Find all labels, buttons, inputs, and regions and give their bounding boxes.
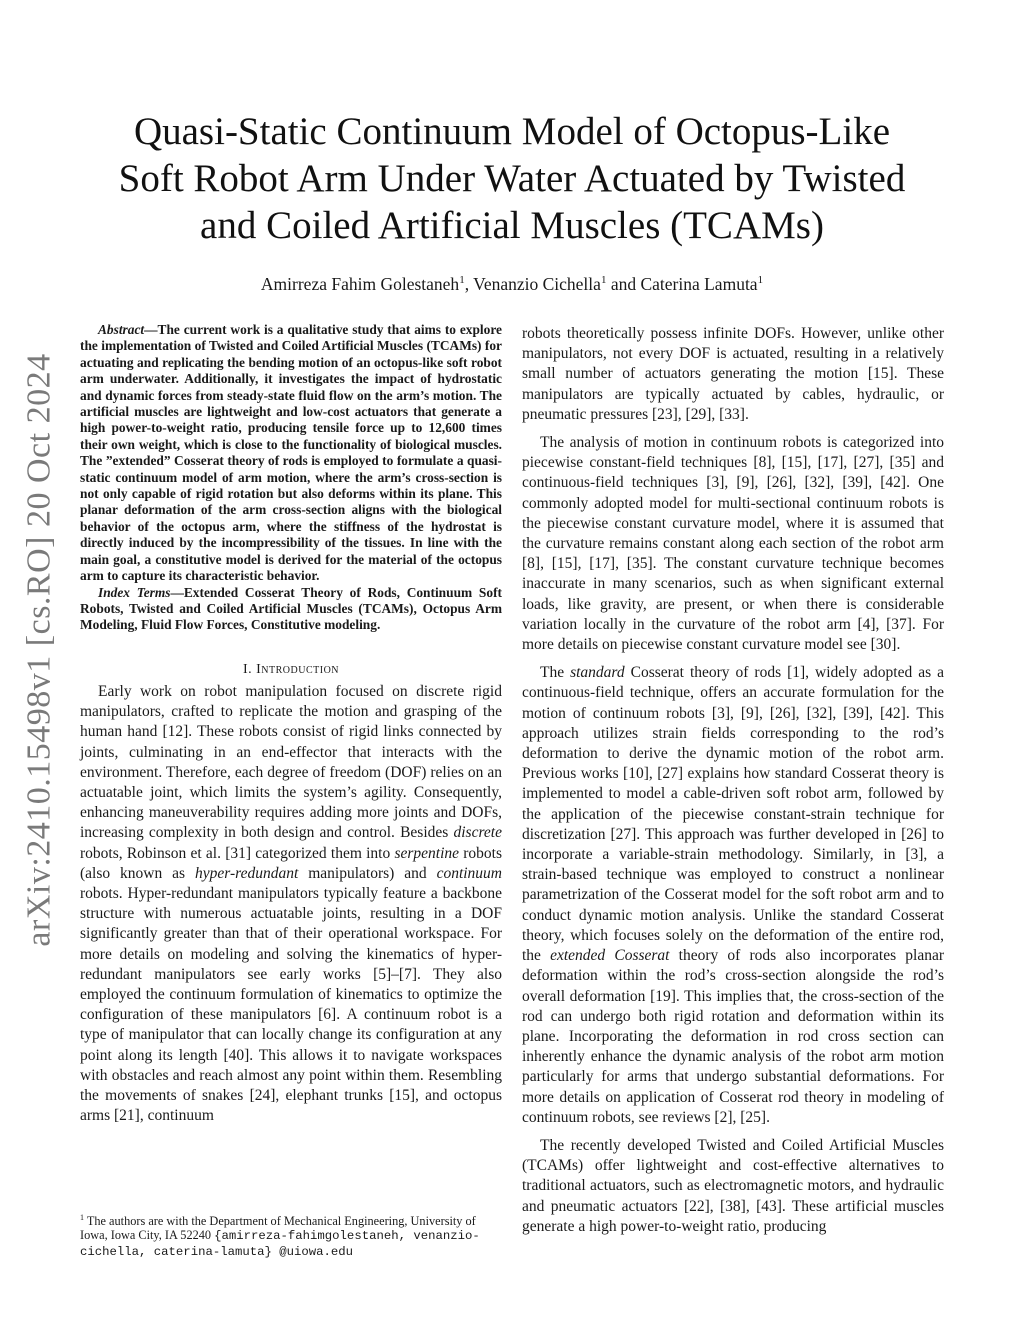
abstract (80, 322, 502, 585)
author-2-affiliation-mark: 1 (600, 274, 607, 286)
title-line-1: Quasi-Static Continuum Model of Octopus-Like (133, 110, 891, 153)
affiliation-footnote (80, 1211, 502, 1259)
footnote-text: The authors are with the Department of Mechanical Engineering, University of Iowa, Iowa City, IA 52240 (80, 1214, 476, 1243)
paper-title (60, 108, 964, 249)
author-3: Caterina Lamuta (640, 273, 758, 294)
paragraph-text: theory of rods also incorporates planar deformation within the rod’s cross-section alongside the rod’s overall deformation [19]. This implies that, the cross-section of the rod can undergo both rigid rotation and deformation within its plane. Incorporating the deformation in rod cross section can inherently enhance the dynamic analysis of the robot arm motion particularly for arms that undergo substantial deformations. For more details on application of Cosserat rod theory in modeling of continuum robots, see reviews [2], [25]. (522, 947, 944, 1126)
section-heading-introduction (80, 660, 502, 680)
author-separator-and: and (606, 273, 641, 294)
intro-text: robots, Robinson et al. [31] categorized them into (80, 844, 395, 862)
arxiv-identifier-stamp (20, 350, 60, 950)
abstract-label: Abstract (98, 322, 145, 337)
intro-emphasis: hyper-redundant (195, 864, 299, 882)
section-numeral: I. (242, 661, 257, 677)
intro-text: manipulators) and (298, 864, 437, 882)
right-paragraph-1: robots theoretically possess infinite DOFs. However, unlike other manipulators, not every DOF is actuated, resulting in a relatively small number of actuators generating the motion [15]. These manipulators are typically actuated by cables, hydraulic, or pneumatic pressures [23], [29], [33]. (522, 325, 944, 423)
paragraph-text: The (540, 664, 571, 682)
title-line-2: Soft Robot Arm Under Water Actuated by Twisted (118, 157, 906, 200)
intro-text: robots (also known as (80, 844, 503, 882)
left-column (80, 322, 502, 1126)
author-emails: {amirreza-fahimgolestaneh, venanzio-cichella, caterina-lamuta} @uiowa.edu (80, 1229, 480, 1259)
title-line-3: and Coiled Artificial Muscles (TCAMs) (200, 204, 824, 247)
intro-paragraph-1 (80, 682, 502, 1126)
right-paragraph-3 (522, 663, 944, 1128)
index-terms-label: Index Terms (98, 584, 171, 600)
intro-text: Early work on robot manipulation focused on discrete rigid manipulators, crafted to replicate the motion and grasping of the human hand [12]. These robots consist of rigid links connected by joints, culminating in an end-effector that interacts with the environment. Therefore, each degree of freedom (DOF) relies on an actuatable joint, which limits the system’s agility. Consequently, enhancing maneuverability requires adding more joints and DOFs, increasing complexity in both design and control. Besides (80, 682, 502, 842)
paragraph-text: Cosserat theory of rods [1], widely adopted as a continuous-field technique, offers an accurate formulation for the motion of continuum robots [3], [9], [26], [32], [39], [42]. This approach utilizes strain fields corresponding to the rod’s deformation to derive the dynamic motion of the robot arm. Previous works [10], [27] explains how standard Cosserat theory is implemented to model a cable-driven soft robot arm, followed by the application of the piecewise constant-strain technique for discretization [27]. This approach was further developed in [26] to incorporate a variable-strain methodology. Similarly, in [3], a strain-based technique was employed to construct a nonlinear parametrization of the Cosserat model for the soft robot arm and to conduct dynamic motion analysis. Unlike the standard Cosserat theory, which focuses solely on the deformation of the entire rod, the (522, 664, 944, 965)
index-terms-text: —Extended Cosserat Theory of Rods, Continuum Soft Robots, Twisted and Coiled Artificial Muscles (TCAMs), Octopus Arm Modeling, Fluid Flow Forces, Constitutive modeling. (80, 584, 502, 633)
abstract-text: —The current work is a qualitative study that aims to explore the implementation of Twisted and Coiled Artificial Muscles (TCAMs) for actuating and replicating the bending motion of an octopus-like soft robot arm underwater. Additionally, it investigates the impact of hydrostatic and dynamic forces from steady-state fluid flow on the arm’s motion. The artificial muscles are lightweight and low-cost actuators that generate a high power-to-weight ratio, producing tensile force up to 12,600 times their own weight, which is close to the functionality of biological muscles. The ”extended” Cosserat theory of rods is employed to formulate a quasi-static continuum model of arm motion, where the arm’s cross-section is not only capable of rigid rotation but also deforms within its plane. This planar deformation of the arm cross-section aligns with the biological behavior of the octopus arm, where the stiffness of the hydrostat is directly induced by the incompressibility of the tissues. In line with the main goal, a constitutive model is derived for the material of the octopus arm to capture its characteristic behavior. (80, 322, 502, 584)
section-title: Introduction (256, 661, 340, 677)
author-2: Venanzio Cichella (473, 273, 601, 294)
paragraph-emphasis: extended Cosserat (550, 947, 670, 965)
right-paragraph-2: The analysis of motion in continuum robots is categorized into piecewise constant-field techniques [8], [15], [17], [27], [35] and continuous-field techniques [3], [9], [26], [32], [39], [42]. One commonly adopted model for multi-sectional continuum robots is the piecewise constant curvature model, where it is assumed that the curvature remains constant along each section of the robot arm [8], [15], [17], [35]. The constant curvature technique becomes inaccurate in many scenarios, such as when significant external loads, like gravity, are present, or when there is considerable variation locally in the curvature of the robot arm [4], [37]. For more details on piecewise constant curvature model see [30]. (522, 434, 944, 654)
author-3-affiliation-mark: 1 (757, 274, 764, 286)
intro-emphasis: discrete (453, 824, 502, 842)
author-list (60, 269, 964, 295)
paragraph-emphasis: standard (570, 664, 625, 682)
author-1: Amirreza Fahim Golestaneh (260, 273, 460, 294)
right-paragraph-4: The recently developed Twisted and Coiled Artificial Muscles (TCAMs) offer lightweight and cost-effective alternatives to traditional actuators, such as electromagnetic motors, and hydraulic and pneumatic actuators [22], [38], [43]. These artificial muscles generate a high power-to-weight ratio, producing (522, 1136, 944, 1235)
intro-emphasis: continuum (436, 864, 502, 882)
author-separator: , (464, 273, 474, 294)
intro-text: robots. Hyper-redundant manipulators typically feature a backbone structure with numerous actuatable joints, resulting in a DOF significantly greater than that of their operational workspace. For more details on modeling and solving the kinematics of hyper-redundant manipulators see early works [5]–[7]. They also employed the continuum formulation of kinematics to optimize the configuration of these manipulators [6]. A continuum robot is a type of manipulator that can locally change its configuration at any point along its length [40]. This allows it to navigate workspaces with obstacles and reach almost any point within them. Resembling the movements of snakes [24], elephant trunks [15], and octopus arms [21], continuum (80, 884, 502, 1125)
footnote-mark: 1 (80, 1213, 84, 1222)
right-column (522, 324, 944, 1237)
author-1-affiliation-mark: 1 (459, 274, 465, 286)
intro-emphasis: serpentine (394, 844, 460, 862)
index-terms (80, 585, 502, 634)
arxiv-identifier-text: arXiv:2410.15498v1 [cs.RO] 20 Oct 2024 (21, 353, 58, 947)
